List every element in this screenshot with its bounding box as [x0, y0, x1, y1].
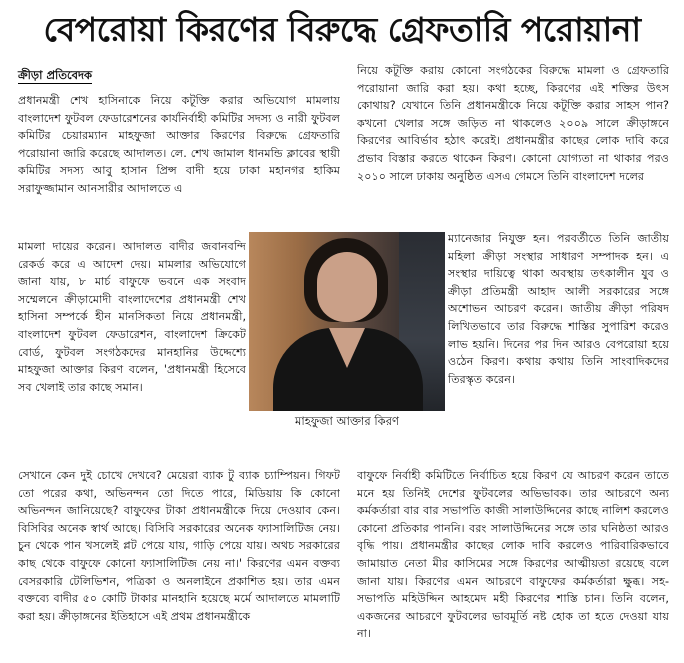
article-paragraph: মামলা দায়ের করেন। আদালত বাদীর জবানবন্দি রেকর্ড করে এ আদেশ দেয়। মামলার অভিযোগে জানা যায়, ৮ মার্চ বাফুফে ভবনে এক সংবাদ সম্মেলনে ক্রীড়ামোদী বাংলাদেশের প্রধানমন্ত্রী শেখ হাসিনা সম্পর্কে হীন মানসিকতা নিয়ে প্রধানমন্ত্রী, বাংলাদেশ ফুটবল ফেডারেশন, বাংলাদেশ ক্রিকেট বোর্ড, ফুটবল সংগঠকদের মানহানির উদ্দেশ্যে মাহফুজা আক্তার কিরণ বলেন, 'প্রধানমন্ত্রী হিসেবে সব খেলাই তার কাছে সমান।	[18, 240, 246, 394]
article-left-top	[18, 92, 340, 237]
article-right-bottom	[357, 467, 669, 659]
headline: বেপরোয়া কিরণের বিরুদ্ধে গ্রেফতারি পরোয়ানা	[43, 10, 641, 49]
portrait-face	[317, 252, 377, 322]
article-paragraph: সেখানে কেন দুই চোখে দেখবে? মেয়েরা ব্যাক টু ব্যাক চ্যাম্পিয়ন। গিফট তো পরের কথা, অভিনন্দন তো দিতে পারে, মিডিয়ায় কি কোনো অভিনন্দন জানিয়েছে? বাফুফের টাকা প্রধানমন্ত্রীকে দিয়ে দেওয়াব কেন। বিসিবির অনেক স্বার্থ আছে। বিসিবি সরকারের অনেক ফ্যাসালিটিজ নেয়। চুন থেকে পান খসলেই প্লট পেয়ে যায়, গাড়ি পেয়ে যায়। অথচ সরকারের কাছ থেকে বাফুফে কোনো ফ্যাসালিটিজ নেয় না।' কিরণের এমন বক্তব্য বেসরকারি টেলিভিশন, পত্রিকা ও অনলাইনে প্রকাশিত হয়। তার এমন বক্তব্যে বাদীর ৫০ কোটি টাকার মানহানি হয়েছে মর্মে আদালতে মামলাটি করা হয়। ক্রীড়াঙ্গনের ইতিহাসে এই প্রথম প্রধানমন্ত্রীকে	[18, 469, 340, 623]
article-right-top	[357, 62, 669, 229]
article-paragraph: প্রধানমন্ত্রী শেখ হাসিনাকে নিয়ে কটূক্তি করার অভিযোগ মামলায় বাংলাদেশ ফুটবল ফেডারেশনের কার্যনির্বাহী কমিটির সদস্য ও নারী ফুটবল কমিটির চেয়ারম্যান মাহফুজা আক্তার কিরণের বিরুদ্ধে গ্রেফতারি পরোয়ানা জারি করেছে আদালত। লে. শেখ জামাল ধানমন্ডি ক্লাবের স্থায়ী কমিটির সদস্য আবু হাসান প্রিন্স বাদী হয়ে ঢাকা মহানগর হাকিম সরাফুজ্জামান আনসারীর আদালতে এ	[18, 94, 340, 195]
article-left-mid	[18, 238, 246, 467]
article-paragraph: ম্যানেজার নিযুক্ত হন। পরবর্তীতে তিনি জাতীয় মহিলা ক্রীড়া সংস্থার সাধারণ সম্পাদক হন। এ সংস্থার দায়িত্বে থাকা অবস্থায় তৎকালীন যুব ও ক্রীড়া প্রতিমন্ত্রী আহাদ আলী সরকারের সঙ্গে অশোভন আচরণ করেন। জাতীয় ক্রীড়া পরিষদ লিখিতভাবে তার বিরুদ্ধে শাস্তির সুপারিশ করেও লাভ হয়নি। দিনের পর দিন আরও বেপরোয়া হয়ে ওঠেন কিরণ। কথায় কথায় তিনি সাংবাদিকদের তিরস্কৃত করেন।	[448, 232, 669, 386]
article-paragraph: নিয়ে কটূক্তি করায় কোনো সংগঠকের বিরুদ্ধে মামলা ও গ্রেফতারি পরোয়ানা জারি করা হয়। কথা হচ্ছে, কিরণের এই শক্তির উৎস কোথায়? যেখানে তিনি প্রধানমন্ত্রীকে নিয়ে কটূক্তি করার সাহস পান? কখনো খেলার সঙ্গে জড়িত না থাকলেও ২০০৯ সালে ক্রীড়াঙ্গনে কিরণের আবির্ভাব হঠাৎ করেই। প্রধানমন্ত্রীর কাছের লোক দাবি করে প্রভাব বিস্তার করতে থাকেন কিরণ। কোনো যোগ্যতা না থাকার পরও ২০১০ সালে ঢাকায় অনুষ্ঠিত এসএ গেমসে তিনি বাংলাদেশ দলের	[357, 64, 669, 183]
article-paragraph: বাফুফে নির্বাহী কমিটিতে নির্বাচিত হয়ে কিরণ যে আচরণ করেন তাতে মনে হয় তিনিই দেশের ফুটবলের অভিভাবক। তার আচরণে অন্য কর্মকর্তারা বার বার সভাপতি কাজী সালাউদ্দিনের কাছে নালিশ করলেও কোনো প্রতিকার পাননি। বরং সালাউদ্দিনের সঙ্গে তার ঘনিষ্ঠতা আরও বৃদ্ধি পায়। প্রধানমন্ত্রীর কাছের লোক দাবি করলেও পারিবারিকভাবে জামায়াত নেতা মীর কাসিমের সঙ্গে কিরণের আত্মীয়তা রয়েছে বলে জানা যায়। কিরণের এমন আচরণে বাফুফের কর্মকর্তারা ক্ষুব্ধ। সহ-সভাপতি মহিউদ্দিন আহমেদ মহী কিরণের শাস্তি চান। তিনি বলেন, একজনের আচরণে ফুটবলের ভাবমূর্তি নষ্ট হোক তা হতে দেওয়া যায় না।	[357, 469, 669, 641]
portrait-photo	[249, 232, 445, 411]
article-left-bottom	[18, 467, 340, 659]
byline: ক্রীড়া প্রতিবেদক	[18, 68, 93, 82]
article-right-mid	[448, 230, 669, 465]
photo-caption: মাহফুজা আক্তার কিরণ	[295, 414, 399, 428]
